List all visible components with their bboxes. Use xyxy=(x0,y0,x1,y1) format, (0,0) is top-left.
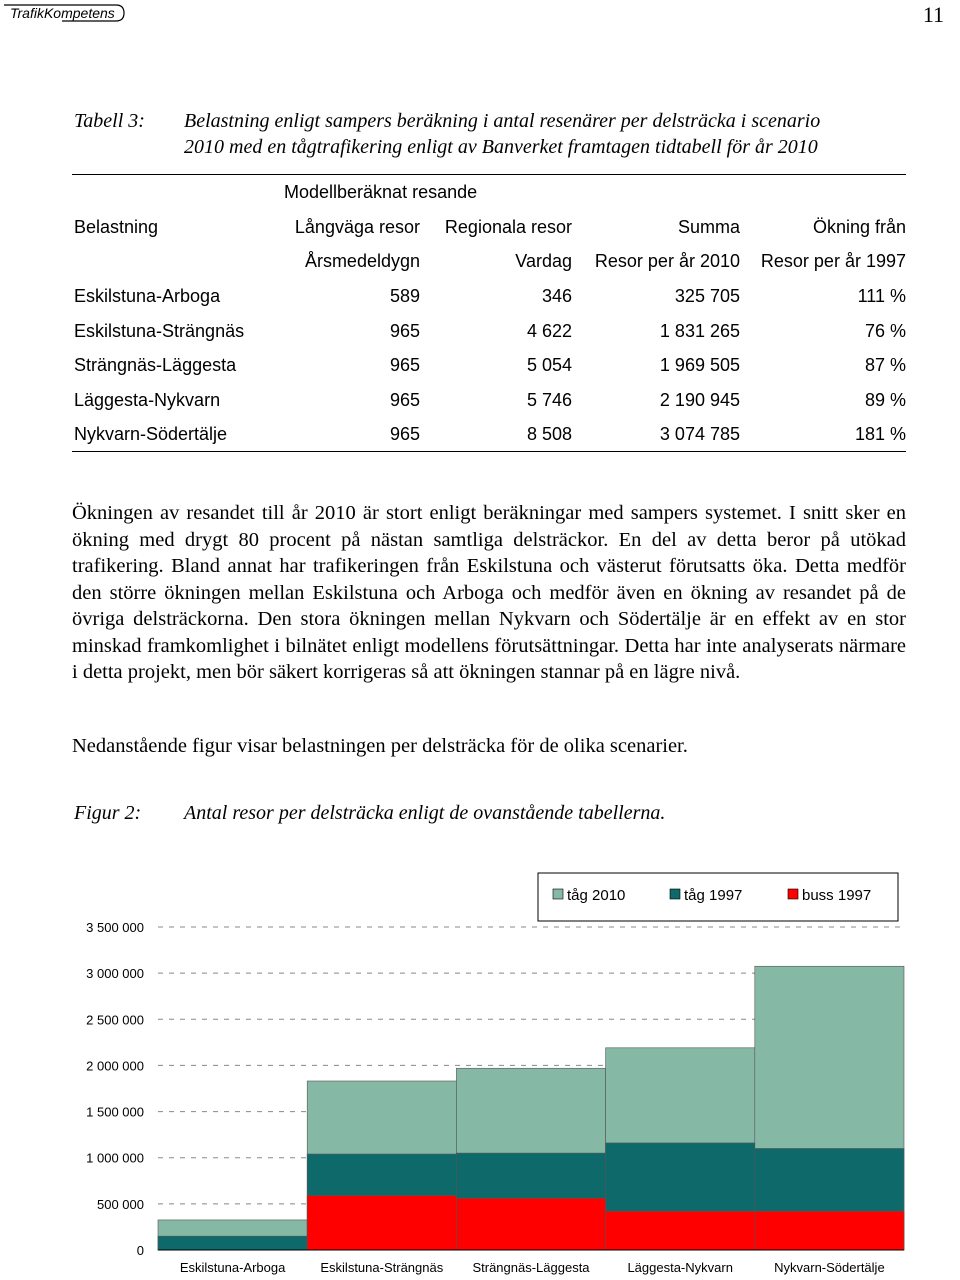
x-tick-label: Nykvarn-Södertälje xyxy=(774,1260,885,1275)
row-regionala: 5 746 xyxy=(526,389,572,410)
row-langvaga: 965 xyxy=(389,389,420,410)
row-regionala: 5 054 xyxy=(526,355,572,375)
x-tick-label: Strängnäs-Läggesta xyxy=(472,1260,590,1275)
legend-label: buss 1997 xyxy=(802,887,872,904)
row-regionala: 4 622 xyxy=(526,320,572,341)
figure-caption-label: Figur 2: xyxy=(74,802,142,824)
header-belastning: Belastning xyxy=(74,217,159,237)
row-segment: Nykvarn-Södertälje xyxy=(74,424,228,444)
legend-swatch xyxy=(788,889,798,899)
subheader-arsmedeldygn: Årsmedeldygn xyxy=(304,251,420,271)
row-segment: Eskilstuna-Strängnäs xyxy=(74,320,245,341)
header-langvaga: Långväga resor xyxy=(294,217,420,237)
bar-buss-1997 xyxy=(307,1196,456,1250)
legend-swatch xyxy=(670,889,680,899)
page-number: 11 xyxy=(922,2,944,27)
legend-label: tåg 2010 xyxy=(567,887,626,904)
table-group-header: Modellberäknat resande xyxy=(284,182,478,202)
legend-swatch xyxy=(553,889,563,899)
bar-buss-1997 xyxy=(755,1211,904,1250)
y-tick-label: 500 000 xyxy=(97,1196,144,1212)
y-tick-label: 1 500 000 xyxy=(86,1104,144,1120)
subheader-resor-2010: Resor per år 2010 xyxy=(594,251,740,271)
row-regionala: 8 508 xyxy=(526,424,572,444)
paragraph-figure-intro: Nedanstående figur visar belastningen per delsträcka för de olika scenarier. xyxy=(72,735,688,757)
row-segment: Strängnäs-Läggesta xyxy=(74,355,237,375)
row-langvaga: 965 xyxy=(389,355,420,375)
y-tick-label: 0 xyxy=(136,1243,144,1258)
x-tick-label: Eskilstuna-Strängnäs xyxy=(320,1260,444,1275)
subheader-resor-1997: Resor per år 1997 xyxy=(760,251,906,271)
table-top-rule xyxy=(72,174,906,175)
x-tick-label: Läggesta-Nykvarn xyxy=(627,1260,733,1275)
header-regionala: Regionala resor xyxy=(444,217,572,237)
y-tick-label: 2 500 000 xyxy=(86,1012,144,1028)
logo-text: TrafikKompetens xyxy=(10,5,115,21)
x-tick-label: Eskilstuna-Arboga xyxy=(179,1260,286,1275)
row-summa: 1 969 505 xyxy=(659,355,740,375)
row-segment: Eskilstuna-Arboga xyxy=(74,286,221,306)
header-okning: Ökning från xyxy=(812,217,906,237)
row-okning: 87 % xyxy=(864,355,906,375)
row-summa: 325 705 xyxy=(674,286,740,306)
row-langvaga: 965 xyxy=(389,320,420,341)
bar-buss-1997 xyxy=(456,1198,605,1250)
legend-label: tåg 1997 xyxy=(684,887,743,904)
row-summa: 2 190 945 xyxy=(659,389,740,410)
paragraph-analysis: Ökningen av resandet till år 2010 är stort enligt beräkningar med sampers systemet. I snitt sker en ökning med drygt 80 procent på nästan samtliga delsträckor. En del av detta beror på utökad trafikering. Bland annat har trafikeringen från Eskilstuna och västerut förutsatts öka. Detta medför den större ökningen mellan Eskilstuna och Arboga och medför även en ökning av resandet på de övriga delsträckorna. Den stora ökningen mellan Nykvarn och Södertälje är en effekt av en stor minskad framkomlighet i bilnätet enligt modellens förutsättningar. Detta har inte analyserats närmare i detta projekt, men bör säkert korrigeras så att ökningen stannar på en lägre nivå. xyxy=(72,502,906,683)
header-summa: Summa xyxy=(677,217,740,237)
y-tick-label: 3 500 000 xyxy=(86,920,144,935)
y-tick-label: 3 000 000 xyxy=(86,966,144,982)
row-langvaga: 589 xyxy=(389,286,420,306)
row-summa: 1 831 265 xyxy=(659,320,740,341)
row-okning: 181 % xyxy=(854,424,906,444)
row-langvaga: 965 xyxy=(389,424,420,444)
table-caption-label: Tabell 3: xyxy=(74,110,145,132)
row-okning: 111 % xyxy=(857,286,906,306)
subheader-vardag: Vardag xyxy=(515,251,572,271)
y-tick-label: 2 000 000 xyxy=(86,1058,144,1074)
row-regionala: 346 xyxy=(541,286,572,306)
row-okning: 76 % xyxy=(864,320,906,341)
row-summa: 3 074 785 xyxy=(659,424,740,444)
bar-tåg-1997 xyxy=(158,1236,307,1250)
table-caption-line1: Belastning enligt sampers beräkning i antal resenärer per delsträcka i scenario xyxy=(184,110,821,132)
table-caption-line2: 2010 med en tågtrafikering enligt av Banverket framtagen tidtabell för år 2010 xyxy=(184,136,818,158)
y-tick-label: 1 000 000 xyxy=(86,1150,144,1166)
belastning-chart xyxy=(0,860,960,1280)
table-bottom-rule xyxy=(72,451,906,452)
logo xyxy=(2,2,126,24)
row-okning: 89 % xyxy=(864,389,906,410)
bar-buss-1997 xyxy=(606,1211,755,1250)
figure-caption-text: Antal resor per delsträcka enligt de ovanstående tabellerna. xyxy=(184,802,666,824)
row-segment: Läggesta-Nykvarn xyxy=(74,389,221,410)
